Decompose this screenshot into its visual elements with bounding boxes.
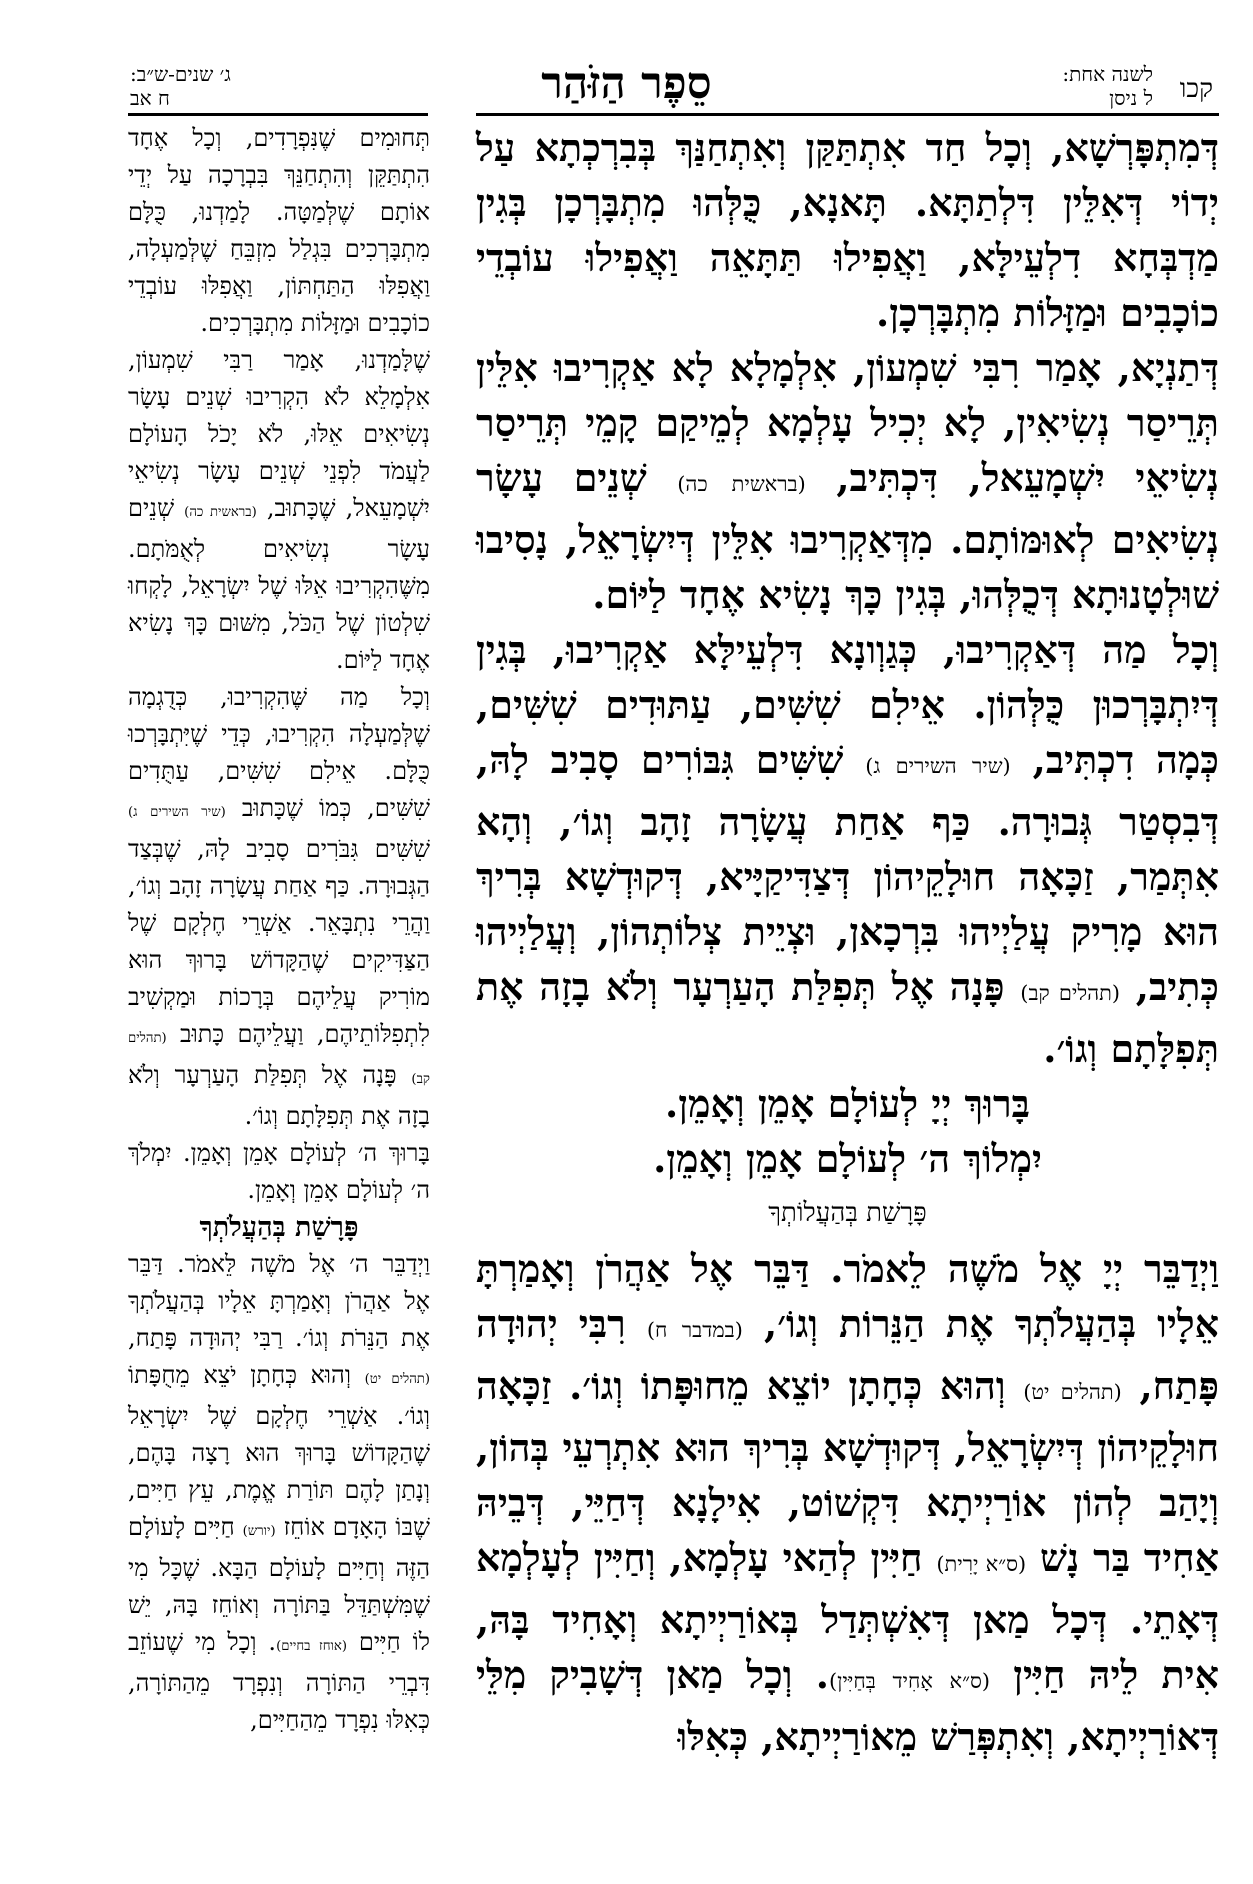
schedule-one-year-date: ל ניסן	[1109, 86, 1153, 110]
aramaic-text: וְהוּא כְּחָתָן יוֹצֵא מֵחוּפָּתוֹ וְגוֹ׳. זַכָּאָה חוּלָקֵיהוֹן דְּיִשְׂרָאֵל, דְּקוּדְשָׁא בְּרִיךְ הוּא אִתְרְעֵי בְּהוֹן, וְיָהַב לְהוֹן אוֹרַיְיתָא דִּקְשׁוֹט, אִילָנָא דְּחַיֵּי, דְּבֵיהּ אַחִיד בַּר נָשׁ	[476, 1363, 1219, 1580]
translation-paragraph	[128, 120, 430, 342]
translation-text: וְכָל מַה שֶּׁהִקְרִיבוּ, כְּדֻגְמָה שֶׁלְּמַעְלָה הִקְרִיבוּ, כְּדֵי שֶׁיִּתְבָּרְכוּ כֻּלָּם. אֵילִם שִׁשִּׁים, עַתֻּדִים שִׁשִּׁים, כְּמוֹ שֶׁכָּתוּב	[128, 683, 431, 822]
translation-paragraph	[128, 679, 430, 1135]
verse-reference: ( שיר השירים ג )	[865, 754, 1010, 778]
schedule-three-years-date: ח אב	[130, 86, 170, 110]
schedule-three-years: ג׳ שנים-ש״ב:	[130, 62, 231, 86]
aramaic-text: פָּנָה אֶל תְּפִלַּת הָעַרְעָר וְלֹא בָזָה אֶת תְּפִלָּתָם וְגוֹ׳.	[476, 964, 1219, 1071]
aramaic-text: שְׁנֵים עָשָׂר נְשִׂיאִים לְאוּמּוֹתָם. מִדְּאַקְרִיבוּ אִלֵּין דְּיִשְׂרָאֵל, נָסִיבוּ שׁוּלְטָנוּתָא דְּכֻלְּהוּ, בְּגִין כָּךְ נָשִׂיא אֶחָד לַיּוֹם.	[476, 455, 1219, 617]
aramaic-column	[476, 120, 1219, 1860]
translation-text: שֶׁלָּמַדְנוּ, אָמַר רַבִּי שִׁמְעוֹן, אִלְמָלֵא לֹא הִקְרִיבוּ שְׁנֵים עָשָׂר נְשִׂיאִים אֵלּוּ, לֹא יָכֹל הָעוֹלָם לַעֲמֹד לִפְנֵי שְׁנֵים עָשָׂר נְשִׂיאֵי יִשְׁמָעֵאל, שֶׁכָּתוּב,	[128, 346, 430, 522]
translation-text: שִׁשִּׁים גִּבֹּרִים סָבִיב לָהּ, שֶׁבְּצַד הַגְּבוּרָה. כַּף אַחַת עֲשָׂרָה זָהָב וְגוֹ׳, וַהֲרֵי נִתְבָּאֵר. אַשְׁרֵי חֶלְקָם שֶׁל הַצַּדִּיקִים שֶׁהַקָּדוֹשׁ בָּרוּךְ הוּא מוֹרִיק עֲלֵיהֶם בְּרָכוֹת וּמַקְשִׁיב לִתְפִלּוֹתֵיהֶם, וַעֲלֵיהֶם כָּתוּב	[128, 835, 430, 1048]
translation-text: פָּנָה אֶל תְּפִלַּת הָעַרְעָר וְלֹא בָזָה אֶת תְּפִלָּתָם וְגוֹ׳.	[128, 1061, 430, 1130]
translation-text: וְהוּא כְּחָתָן יֹצֵא מֵחֻפָּתוֹ וְגוֹ׳. אַשְׁרֵי חֶלְקָם שֶׁל יִשְׂרָאֵל שֶׁהַקָּדוֹשׁ בָּרוּךְ הוּא רָצָה בָּהֶם, וְנָתַן לָהֶם תּוֹרַת אֱמֶת, עֵץ חַיִּים, שֶׁבּוֹ הָאָדָם אוֹחֵז	[128, 1361, 431, 1541]
aramaic-text: וַיְדַבֵּר יְיָ אֶל מֹשֶׁה לֵאמֹר. דַּבֵּר אֶל אַהֲרֹן וְאָמַרְתָּ אֵלָיו בְּהַעֲלֹתְךָ אֶת הַנֵּרוֹת וְגוֹ׳,	[476, 1246, 1219, 1346]
aramaic-paragraph	[476, 120, 1219, 340]
aramaic-text: . וְכָל מַאן דְּשָׁבִיק מִלֵּי דְּאוֹרַיְיתָא, וְאִתְפְּרַשׁ מֵאוֹרַיְיתָא, כְּאִלּוּ	[476, 1652, 1219, 1759]
aramaic-text: שִׁשִּׁים גִּבּוֹרִים סָבִיב לָהּ, דְּבִסְטַר גְּבוּרָה. כַּף אַחַת עֲשָׂרָה זָהָב וְגוֹ׳, וְהָא אִתְּמַר, זַכָּאָה חוּלָקֵיהוֹן דְּצַדִּיקַיָּיא, דְּקוּדְשָׁא בְּרִיךְ הוּא מָרִיק עֲלַיְיהוּ בִּרְכָאן, וּצְיֵית צְלוֹתְהוֹן, וְעֲלַיְיהוּ כְּתִיב,	[476, 737, 1220, 1009]
translation-text: חַיִּים לָעוֹלָם הַזֶּה וְחַיִּים לָעוֹלָם הַבָּא. שֶׁכָּל מִי שֶׁמִּשְׁתַּדֵּל בַּתּוֹרָה וְאוֹחֵז בָּהּ, יֵשׁ לוֹ חַיִּים	[128, 1513, 430, 1656]
translation-paragraph	[128, 342, 430, 679]
aramaic-paragraph	[476, 1241, 1219, 1764]
verse-reference: ( בראשית כה )	[677, 472, 805, 496]
verse-reference: ( במדבר ח )	[647, 1318, 743, 1342]
aramaic-text: דְּתַנְיָא, אָמַר רִבִּי שִׁמְעוֹן, אִלְמָלָא לָא אַקְרִיבוּ אִלֵּין תְּרֵיסַר נְשִׂיאִין, לָא יְכִיל עָלְמָא לְמֵיקַם קָמֵי תְּרֵיסַר נְשִׂיאֵי יִשְׁמָעֵאל, דִּכְתִּיב,	[476, 345, 1220, 500]
aramaic-text: חַיִּין לְהַאי עָלְמָא, וְחַיִּין לְעָלְמָא דְּאָתֵי. דְּכָל מַאן דְּאִשְׁתְּדַל בְּאוֹרַיְיתָא וְאָחִיד בָּהּ, אִית לֵיהּ חַיִּין	[476, 1535, 1220, 1697]
aramaic-paragraph	[476, 340, 1219, 622]
translation-paragraph	[128, 1246, 430, 1739]
aramaic-paragraph	[476, 622, 1219, 1076]
variant-reading: ( אוחז בחיים )	[276, 1639, 347, 1654]
variant-reading: ( ס״א אָחִיד בְּחַיִּין )	[829, 1669, 990, 1693]
verse-reference: ( שיר השירים ג )	[128, 805, 226, 820]
book-title: סֵפֶר הַזֹּהַר	[541, 58, 712, 109]
blessing-line: יִמְלוֹךְ ה׳ לְעוֹלָם אָמֵן וְאָמֵן.	[653, 1136, 1042, 1181]
translation-text: . וְכָל מִי שֶׁעוֹזֵב דִּבְרֵי הַתּוֹרָה וְנִפְרָד מֵהַתּוֹרָה, כְּאִלּוּ נִפְרָד מֵהַחַיִּים,	[128, 1628, 430, 1734]
aramaic-text: דְּמִתְפָּרְשָׁא, וְכָל חַד אִתְתַּקַּן וְאִתְחַנַּךְ בְּבִרְכְתָא עַל יְדוֹי דְּאִלֵּין דִּלְתַתָּא. תָּאנָא, כֻּלְּהוּ מִתְבָּרְכָן בְּגִין מַדְבְּחָא דִלְעֵילָּא, וַאֲפִילוּ תַּתָּאֵה וַאֲפִילוּ עוֹבְדֵי כוֹכָבִים וּמַזָּלוֹת מִתְבָּרְכָן.	[476, 125, 1219, 335]
blessing-line: בָּרוּךְ ה׳ לְעוֹלָם אָמֵן וְאָמֵן. יִמְלֹךְ ה׳ לְעוֹלָם אָמֵן וְאָמֵן.	[128, 1139, 430, 1204]
header-rule-right	[476, 113, 1219, 116]
section-heading: פָּרָשַׁת בְּהַעֲלוֹתְךָ	[768, 1198, 927, 1228]
variant-reading: ( יורש )	[243, 1524, 276, 1539]
schedule-one-year: לשנה אחת:	[1062, 62, 1153, 86]
verse-reference: ( תהלים יט )	[365, 1372, 430, 1387]
verse-reference: ( תהלים יט )	[1023, 1380, 1122, 1404]
translation-text: וַיְדַבֵּר ה׳ אֶל מֹשֶׁה לֵּאמֹר. דַּבֵּר אֶל אַהֲרֹן וְאָמַרְתָּ אֵלָיו בְּהַעֲלֹתְךָ אֶת הַנֵּרֹת וְגוֹ׳. רַבִּי יְהוּדָה פָּתַח,	[128, 1250, 430, 1352]
verse-reference: ( בראשית כה )	[184, 505, 257, 520]
aramaic-text: רִבִּי יְהוּדָה פָּתַח,	[476, 1301, 1219, 1408]
verse-reference: ( תהלים קב )	[128, 1031, 430, 1087]
aramaic-text: וְכָל מַה דְּאַקְרִיבוּ, כְּגַוְונָא דִּלְעֵילָּא אַקְרִיבוּ, בְּגִין דְּיִתְבָּרְכוּן כֻּלְּהוֹן. אֵילִם שִׁשִּׁים, עַתּוּדִים שִׁשִּׁים, כְּמָה דִכְתִּיב,	[476, 627, 1220, 782]
verse-reference: ( תהלים קב )	[1020, 981, 1120, 1005]
page-header	[0, 50, 1253, 112]
page-number: קכו	[1179, 74, 1213, 104]
section-heading: פָּרָשַׁת בְּהַעֲלֹתְךָ	[199, 1212, 359, 1243]
translation-text: שְׁנֵים עָשָׂר נְשִׂיאִים לְאֻמֹּתָם. מִשֶּׁהִקְרִיבוּ אֵלּוּ שֶׁל יִשְׂרָאֵל, לָקְחוּ שִׁלְטוֹן שֶׁל הַכֹּל, מִשּׁוּם כָּךְ נָשִׂיא אֶחָד לַיּוֹם.	[128, 494, 430, 674]
variant-reading: ( ס״א יָרִית )	[936, 1552, 1026, 1576]
translation-column	[128, 120, 430, 1860]
translation-text: תְּחוּמִים שֶׁנִּפְרָדִים, וְכָל אֶחָד הִתְתַּקֵּן וְהִתְחַנֵּךְ בִּבְרָכָה עַל יְדֵי אוֹתָם שֶׁלְּמַטָּה. לָמַדְנוּ, כֻּלָּם מִתְבָּרְכִים בִּגְלַל מִזְבֵּחַ שֶׁלְּמַעְלָה, וַאֲפִלּוּ הַתַּחְתּוֹן, וַאֲפִלּוּ עוֹבְדֵי כוֹכָבִים וּמַזָּלוֹת מִתְבָּרְכִים.	[128, 124, 430, 337]
header-rule-left	[128, 113, 428, 116]
blessing-line: בָּרוּךְ יְיָ לְעוֹלָם אָמֵן וְאָמֵן.	[665, 1081, 1030, 1126]
